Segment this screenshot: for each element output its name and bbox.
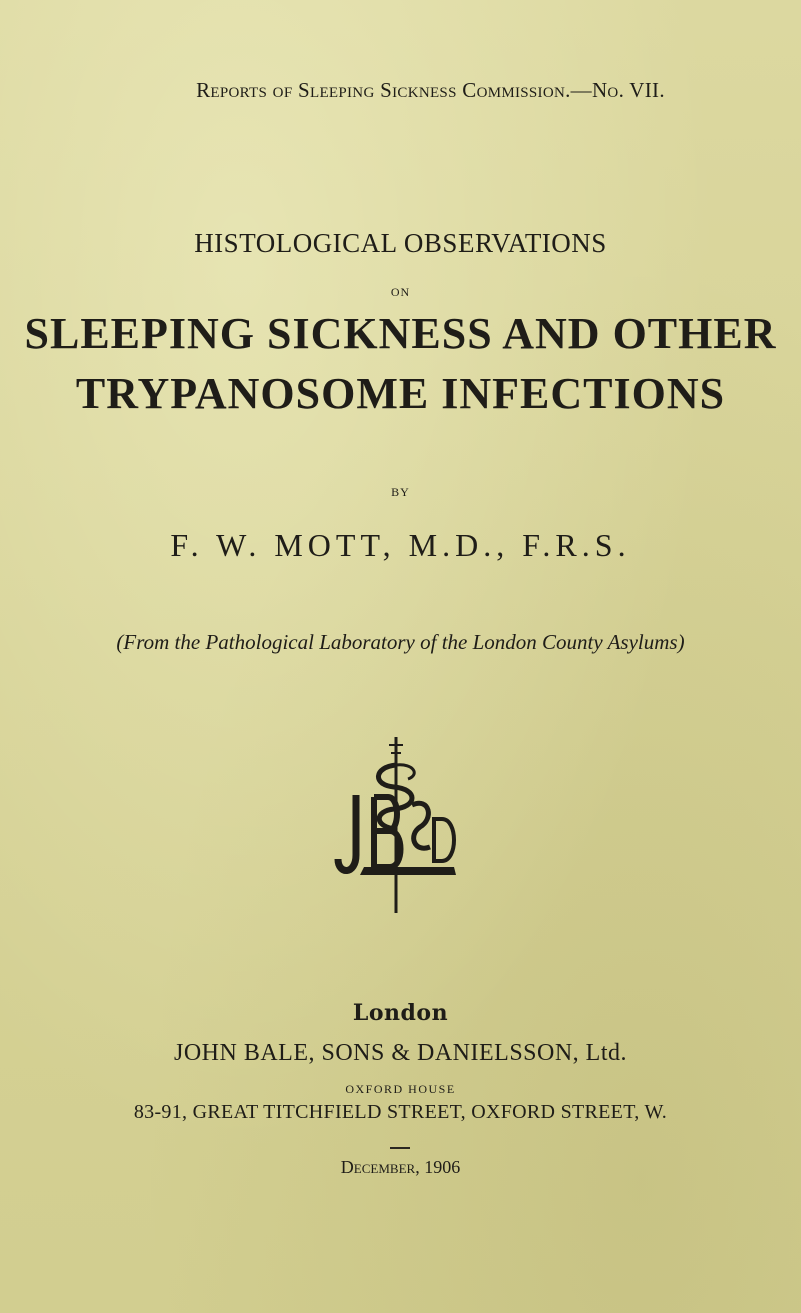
divider-rule: [390, 1147, 410, 1149]
publication-date: December, 1906: [340, 1157, 461, 1177]
imprint-city: London: [352, 1000, 449, 1026]
title-line-2: SLEEPING SICKNESS AND OTHER: [24, 309, 777, 358]
publisher-monogram-emblem: [334, 735, 464, 915]
on-label: ON: [390, 285, 411, 299]
title-line-1: HISTOLOGICAL OBSERVATIONS: [194, 228, 607, 258]
publisher-address: 83-91, GREAT TITCHFIELD STREET, OXFORD STREET, W.: [133, 1101, 668, 1123]
publisher-name: JOHN BALE, SONS & DANIELSSON, Ltd.: [173, 1040, 628, 1066]
by-label: BY: [391, 485, 410, 499]
publisher-house: OXFORD HOUSE: [345, 1082, 456, 1096]
series-heading: Reports of Sleeping Sickness Commission.—No. VII.: [196, 78, 665, 102]
author-name: F. W. MOTT, M.D., F.R.S.: [170, 527, 631, 563]
source-note: (From the Pathological Laboratory of the London County Asylums): [116, 630, 685, 654]
title-line-3: TRYPANOSOME INFECTIONS: [75, 369, 726, 418]
